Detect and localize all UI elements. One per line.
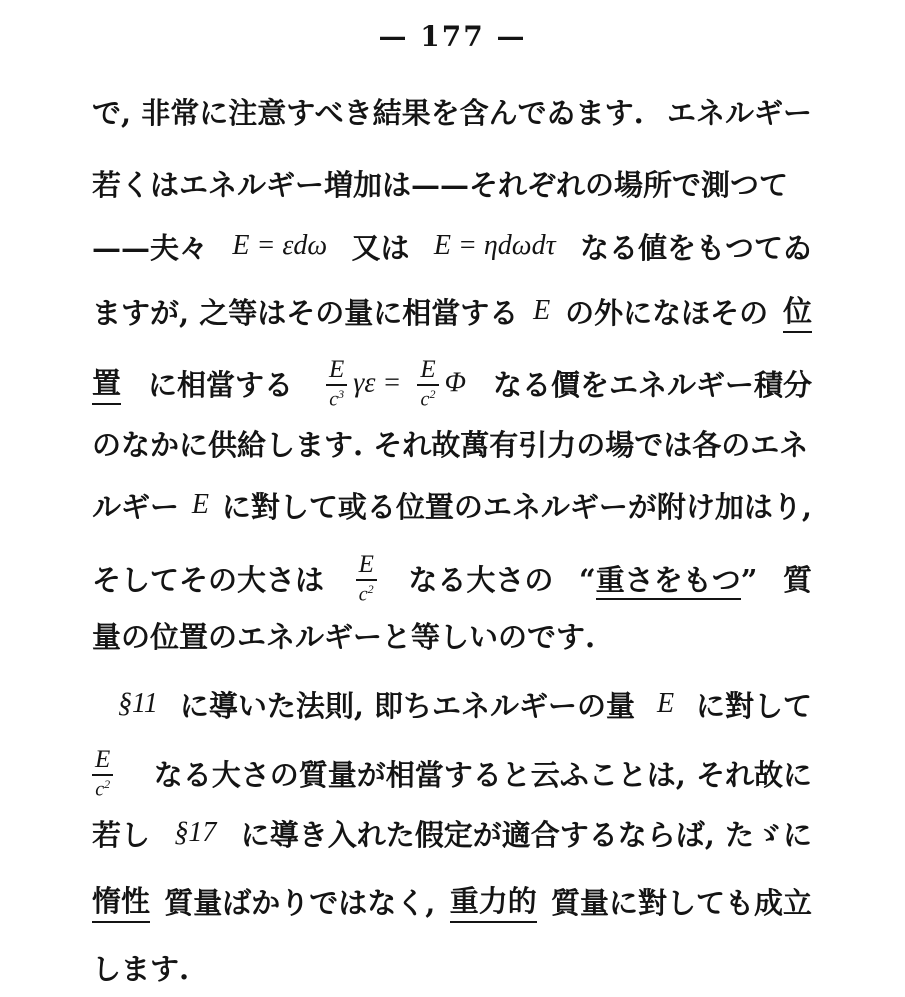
text-segment: のなかに供給します. それ故萬有引力の場では各のエネ <box>92 427 809 462</box>
text-line-4 <box>92 286 812 336</box>
open-quote: “ <box>579 562 596 597</box>
text-line-5 <box>92 351 812 415</box>
text-segment: で, 非常に注意すべき結果を含んでゐます. <box>92 95 644 130</box>
text-line-14 <box>92 942 812 992</box>
text-segment: 若し <box>92 817 151 852</box>
math-expression: E = ηdωdτ <box>433 230 556 261</box>
fraction-numerator: E <box>417 357 438 386</box>
text-segment: 質量ばかりではなく, <box>164 885 436 920</box>
text-segment: 若くはエネルギー増加は——それぞれの場所で測つて <box>92 167 789 202</box>
fraction <box>417 357 438 410</box>
text-segment: 質量に對しても成立 <box>550 885 812 920</box>
text-segment: に導き入れた假定が適合するならば, たゞに <box>240 817 812 852</box>
fraction-denominator <box>421 386 436 410</box>
text-line-2 <box>92 158 812 208</box>
section-reference: §17 <box>174 817 217 848</box>
text-line-7 <box>92 480 812 530</box>
text-segment: します. <box>92 951 190 986</box>
text-segment: に對して或る位置のエネルギーが附け加はり, <box>221 489 812 524</box>
fraction-numerator: E <box>326 357 347 386</box>
fraction-denominator <box>359 581 374 605</box>
quoted-phrase <box>579 558 757 599</box>
text-line-12 <box>92 808 812 858</box>
underlined-text: 位 <box>783 289 812 333</box>
denominator-base: c <box>420 388 430 411</box>
text-segment: ますが, 之等はその量に相當する <box>92 295 519 330</box>
denominator-exponent: 2 <box>429 386 436 401</box>
fraction-denominator <box>95 776 110 800</box>
underlined-text: 重力的 <box>450 879 537 923</box>
underlined-text: 置 <box>92 361 121 405</box>
fraction-denominator <box>329 386 344 410</box>
section-reference: §11 <box>118 688 158 719</box>
math-symbol: E <box>191 489 209 520</box>
text-segment: ルギー <box>92 489 180 524</box>
text-line-8 <box>92 546 812 610</box>
underlined-text: 惰性 <box>92 879 150 923</box>
fraction <box>356 552 377 605</box>
text-line-9 <box>92 610 812 660</box>
text-line-10 <box>118 679 812 729</box>
math-expression: E = εdω <box>232 230 328 261</box>
text-segment: に導いた法則, 即ちエネルギーの量 <box>179 688 636 723</box>
text-line-6 <box>92 418 812 468</box>
text-segment: ——夫々 <box>92 230 209 265</box>
denominator-base: c <box>358 583 368 606</box>
denominator-exponent: 2 <box>367 581 374 596</box>
math-expression: γε = <box>353 367 402 398</box>
denominator-base: c <box>95 778 105 801</box>
page-number: — 177 — <box>378 20 527 53</box>
denominator-base: c <box>329 388 339 411</box>
text-segment: そしてその大さは <box>92 562 325 597</box>
fraction-numerator: E <box>356 552 377 581</box>
text-segment: に對して <box>695 688 812 723</box>
fraction <box>326 357 347 410</box>
text-segment: の外になほその <box>565 295 769 330</box>
text-segment: 質 <box>782 562 812 597</box>
text-segment: なる大さの質量が相當すると云ふことは, それ故に <box>153 757 812 792</box>
text-segment: 又は <box>351 230 410 265</box>
text-segment: 量の位置のエネルギーと等しいのです. <box>92 619 596 654</box>
text-segment: エネルギー <box>666 95 812 130</box>
math-symbol: E <box>656 688 675 719</box>
text-line-1 <box>92 86 812 136</box>
text-line-3 <box>92 221 812 271</box>
close-quote: ” <box>740 562 758 597</box>
text-segment: なる大さの <box>408 562 554 597</box>
math-symbol: Φ <box>444 367 466 398</box>
text-segment: なる價をエネルギー積分 <box>492 367 812 402</box>
text-line-11 <box>92 741 812 805</box>
underlined-text: 重さをもつ <box>596 563 741 600</box>
denominator-exponent: 2 <box>104 776 111 791</box>
text-line-13 <box>92 876 812 926</box>
text-segment: に相當する <box>148 367 294 402</box>
fraction-numerator: E <box>92 747 113 776</box>
math-symbol: E <box>533 295 551 326</box>
fraction <box>92 747 113 800</box>
math-formula <box>320 357 466 410</box>
denominator-exponent: 3 <box>338 386 345 401</box>
text-segment: なる値をもつてゐ <box>579 230 812 265</box>
